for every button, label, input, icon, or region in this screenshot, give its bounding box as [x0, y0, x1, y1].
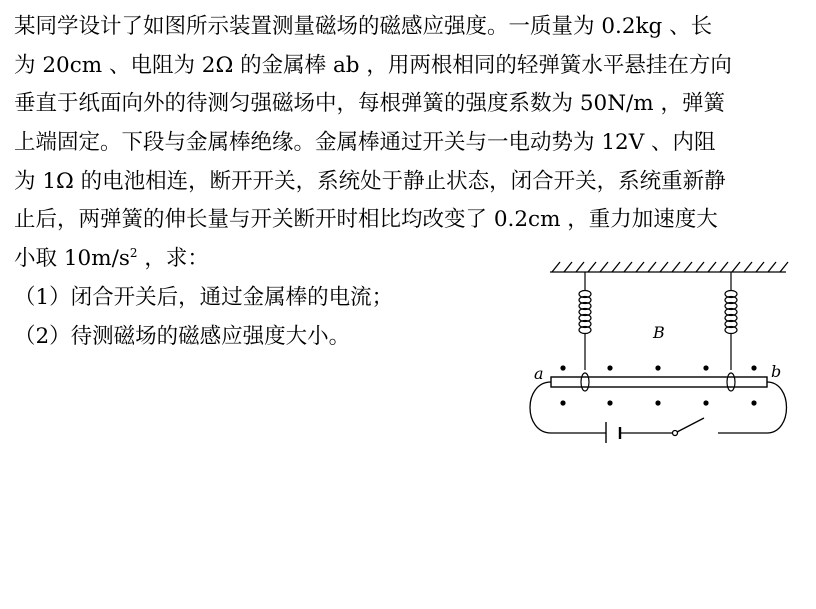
problem-line-2: 为 20cm 、电阻为 2Ω 的金属棒 ab ，用两根相同的轻弹簧水平悬挂在方向 [14, 52, 732, 78]
problem-line-7-text: 小取 10m/s [14, 246, 130, 272]
rod-end-label-b: b [771, 362, 782, 381]
problem-line-3: 垂直于纸面向外的待测匀强磁场中，每根弹簧的强度系数为 50N/m ，弹簧 [14, 91, 725, 117]
field-dots-lower [560, 400, 756, 405]
problem-line-1: 某同学设计了如图所示装置测量磁场的磁感应强度。一质量为 0.2kg 、长 [14, 14, 713, 39]
problem-line-6: 止后，两弹簧的伸长量与开关断开时相比均改变了 0.2cm ，重力加速度大 [14, 207, 718, 233]
problem-line-5: 为 1Ω 的电池相连，断开开关，系统处于静止状态，闭合开关，系统重新静 [14, 168, 726, 194]
question-2: （2）待测磁场的磁感应强度大小。 [14, 323, 351, 349]
apparatus-figure [518, 258, 808, 443]
rod-end-label-a: a [534, 364, 544, 383]
left-spring [579, 272, 591, 370]
field-label-B: B [653, 323, 665, 342]
apparatus-diagram [518, 258, 808, 443]
right-spring [725, 272, 737, 370]
field-dots-upper [560, 365, 756, 370]
problem-line-7-tail: ，求： [137, 246, 209, 272]
circuit-wire [530, 382, 787, 433]
question-1: （1）闭合开关后，通过金属棒的电流； [14, 284, 394, 310]
open-switch [673, 418, 705, 436]
battery-symbol [606, 422, 620, 443]
ceiling [550, 262, 788, 272]
problem-line-4: 上端固定。下段与金属棒绝缘。金属棒通过开关与一电动势为 12V 、内阻 [14, 130, 716, 156]
exponent: 2 [129, 245, 138, 260]
